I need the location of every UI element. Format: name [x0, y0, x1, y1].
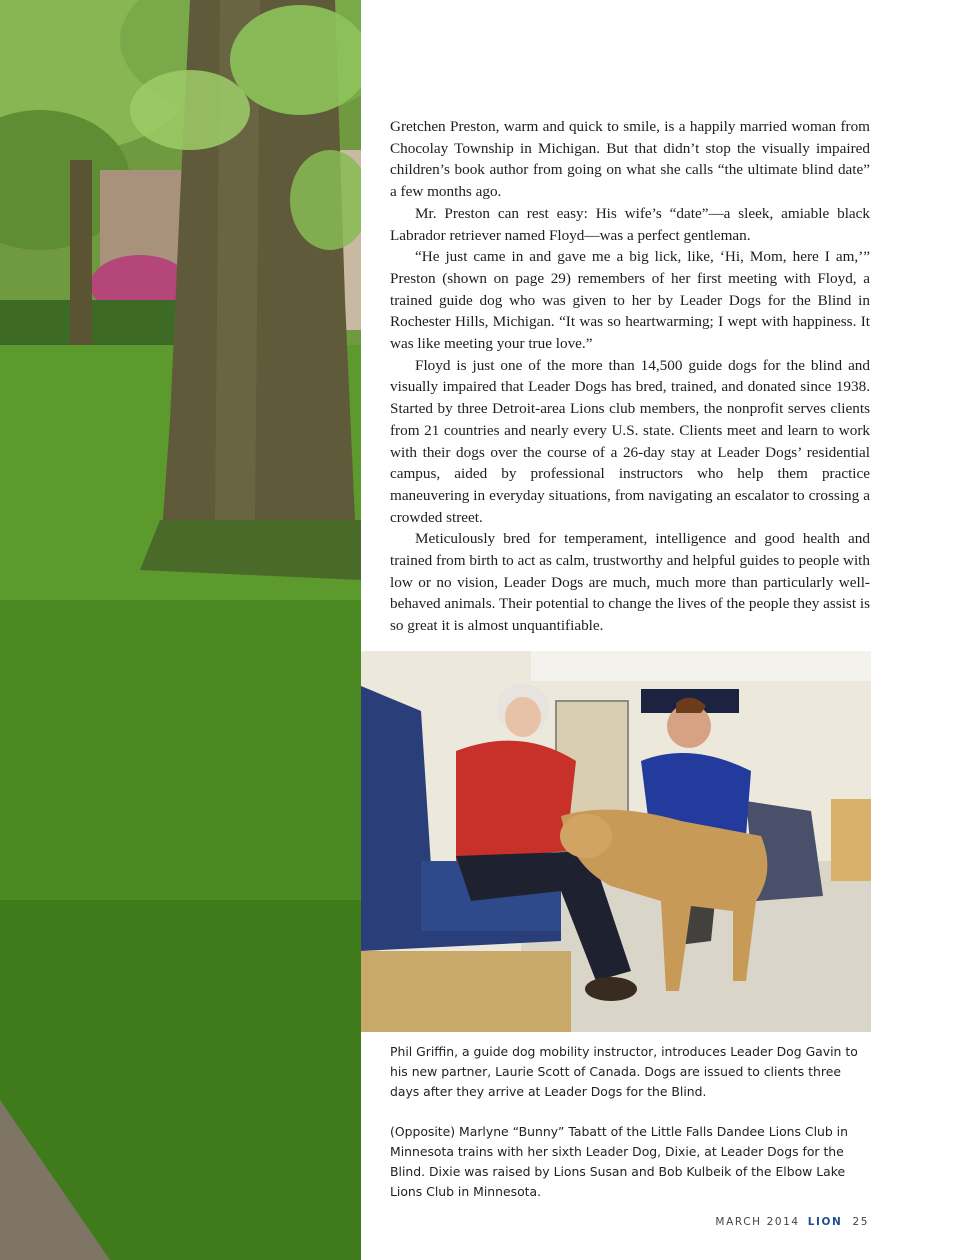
article-paragraph: Gretchen Preston, warm and quick to smile, is a happily married woman from Chocolay Township in Michigan. But that didn’t stop the visually impaired children’s book author from going on what she calls “the ultimate blind date” a few months ago.: [390, 118, 870, 201]
article-paragraph: Floyd is just one of the more than 14,500 guide dogs for the blind and visually impaired that Leader Dogs has bred, trained, and donated since 1938. Started by three Detroit-area Lions club members, the nonprofit serves clients from 21 countries and nearly every U.S. state. Clients meet and learn to work with their dogs over the course of a 26-day stay at Leader Dogs’ residential campus, aided by professional instructors who help them practice maneuvering in everyday situations, from navigating an escalator to crossing a crowded street.: [390, 356, 870, 526]
guide-dog-introduction-photo: [361, 651, 871, 1032]
magazine-name: LION: [807, 1216, 843, 1228]
issue-date: MARCH 2014: [715, 1216, 800, 1228]
article-body: [390, 116, 870, 637]
page-number: 25: [852, 1216, 869, 1228]
article-paragraph: Meticulously bred for temperament, intelligence and good health and trained from birth to act as calm, trustworthy and helpful guides to people with low or no vision, Leader Dogs are much, much more than particularly well-behaved animals. Their potential to change the lives of the people they assist is so great it is almost unquantifiable.: [390, 530, 870, 635]
tree-lawn-photo: [0, 0, 361, 1260]
room-scene-illustration: [361, 651, 871, 1032]
tree-lawn-illustration: [0, 0, 361, 1260]
opposite-photo-caption: (Opposite) Marlyne “Bunny” Tabatt of the Little Falls Dandee Lions Club in Minnesota trains with her sixth Leader Dog, Dixie, at Leader Dogs for the Blind. Dixie was raised by Lions Susan and Bob Kulbeik of the Elbow Lake Lions Club in Minnesota.: [390, 1124, 848, 1199]
page-folio: [715, 1216, 869, 1228]
photo-captions: [390, 1042, 870, 1202]
inset-photo-caption: Phil Griffin, a guide dog mobility instructor, introduces Leader Dog Gavin to his new partner, Laurie Scott of Canada. Dogs are issued to clients three days after they arrive at Leader Dogs for the Blind.: [390, 1044, 858, 1099]
article-paragraph: Mr. Preston can rest easy: His wife’s “date”—a sleek, amiable black Labrador retriever named Floyd—was a perfect gentleman.: [390, 204, 870, 244]
article-paragraph: “He just came in and gave me a big lick, like, ‘Hi, Mom, here I am,’” Preston (shown on page 29) remembers of her first meeting with Floyd, a trained guide dog who was given to her by Leader Dogs for the Blind in Rochester Hills, Michigan. “It was so heartwarming; I wept with happiness. It was like meeting your true love.”: [390, 248, 870, 353]
